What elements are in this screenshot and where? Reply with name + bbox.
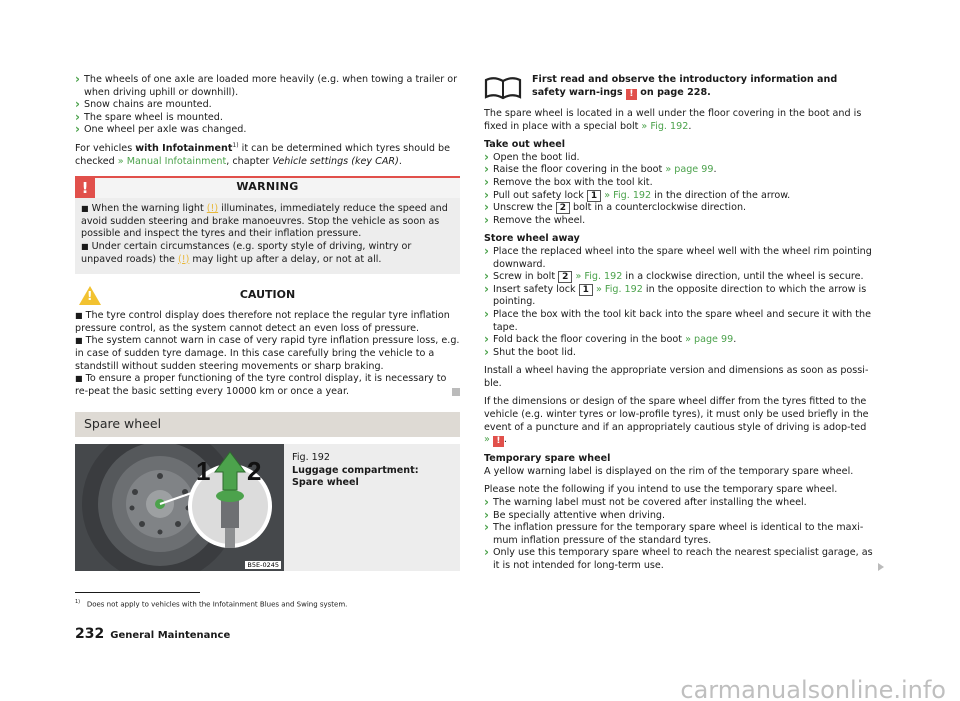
figure-code: B5E-0245 (247, 561, 279, 570)
warning-item: ■ Under certain circumstances (e.g. sporty style of driving, wintry or unpaved roads) the (!) may light up after a delay, or not at all. (81, 240, 412, 265)
text-span: Raise the floor covering in the boot (493, 164, 666, 176)
list-item: › Open the boot lid. (484, 152, 874, 165)
text-span: . (733, 334, 737, 346)
list-item (484, 334, 874, 347)
text-span: . (688, 120, 692, 132)
footnote-divider (75, 592, 200, 593)
text-span: Screw in bolt (493, 271, 559, 283)
text-span: The spare wheel is located in a well under the floor covering in the boot and is fixed in place with a special bolt (484, 108, 862, 132)
list-item (484, 164, 874, 177)
text-span: Under certain circumstances (e.g. sporty style of driving, wintry or unpaved roads) the (81, 240, 412, 265)
read-first-notice (484, 74, 874, 100)
figure-link[interactable]: » Fig. 192 (601, 189, 652, 201)
spare-wheel-figure (75, 444, 284, 571)
continue-arrow-icon (878, 563, 884, 571)
figure-link[interactable]: » Fig. 192 (641, 120, 689, 132)
warning-link[interactable]: » (484, 434, 493, 446)
list-item: › The wheels of one axle are loaded more heavily (e.g. when towing a trailer or when driving uphill or downhill). (75, 74, 460, 99)
chapter-name: Vehicle settings (key CAR) (272, 155, 399, 167)
chapter-title: General Maintenance (110, 630, 231, 641)
page-number: 232 (75, 626, 105, 642)
warning-item: ■ When the warning light (!) illuminates, immediately reduce the speed and avoid sudden steering and brake manoeuvres. Stop the vehicle as soon as possible and inspect the tyres and their inflation pressure. (81, 203, 448, 240)
list-item: › The warning label must not be covered after installing the wheel. (484, 497, 874, 510)
warning-icon[interactable]: ! (493, 436, 504, 447)
caution-icon-glyph: ! (87, 289, 93, 304)
page-link[interactable]: » page 99 (685, 334, 734, 346)
left-column (75, 74, 460, 571)
list-item: › Shut the boot lid. (484, 347, 874, 360)
figure-link[interactable]: » Fig. 192 (592, 283, 643, 295)
text-span: , chapter (226, 155, 273, 167)
page-footer (75, 628, 230, 643)
figure-caption-text: Luggage compartment: Spare wheel (292, 464, 419, 489)
footnote-mark: 1) (75, 599, 81, 605)
infotainment-paragraph (75, 143, 460, 168)
text-span: When the warning light (91, 203, 207, 215)
note-paragraph: Please note the following if you intend to use the temporary spare wheel. (484, 484, 838, 496)
list-item: › Place the box with the tool kit back into the spare wheel and secure it with the tape. (484, 309, 874, 334)
section-title: Spare wheel (75, 412, 460, 437)
tyre-warning-light-icon: (!) (206, 203, 219, 215)
text-span: in the opposite direction to which the arrow is pointing. (493, 283, 867, 308)
text-span: Unscrew the (493, 202, 556, 214)
list-item (484, 190, 874, 203)
store-title: Store wheel away (484, 233, 580, 245)
text-span: in the direction of the arrow. (651, 189, 791, 201)
list-item: › Be specially attentive when driving. (484, 510, 874, 523)
figure-row (75, 444, 460, 571)
manual-link[interactable]: » Manual Infotainment (117, 155, 227, 167)
text-span: . (503, 434, 507, 446)
warning-icon: ! (626, 89, 637, 100)
text-span: To ensure a proper functioning of the tyre control display, it is necessary to re-peat the basic setting every 10000 km or once a year. (75, 373, 447, 397)
list-item: › One wheel per axle was changed. (75, 124, 460, 137)
list-item: › Place the replaced wheel into the spare wheel well with the wheel rim pointing downward. (484, 246, 874, 271)
temporary-wheel-list (484, 497, 874, 573)
figure-number: Fig. 192 (292, 452, 330, 464)
list-item: › Remove the wheel. (484, 215, 874, 228)
text-span: . (398, 155, 402, 167)
install-paragraph: Install a wheel having the appropriate version and dimensions as soon as possi-ble. (484, 365, 869, 389)
warning-icon: ! (75, 178, 95, 198)
text-span: Fold back the floor covering in the boot (493, 334, 686, 346)
figure-label-1: 1 (196, 456, 211, 487)
figure-link[interactable]: » Fig. 192 (572, 271, 623, 283)
list-item (484, 202, 874, 215)
text-span: in a clockwise direction, until the wheel is secure. (622, 271, 864, 283)
list-item (484, 271, 874, 284)
spare-wheel-illustration (75, 444, 284, 571)
list-item: › Only use this temporary spare wheel to reach the nearest specialist garage, as it is not intended for long-term use. (484, 547, 874, 572)
figure-label-2: 2 (247, 456, 262, 487)
caution-item: ■ To ensure a proper functioning of the tyre control display, it is necessary to re-peat the basic setting every 10000 km or once a year. (75, 373, 447, 397)
footnote-ref[interactable]: 1) (232, 141, 239, 149)
text-span: For vehicles (75, 142, 136, 154)
footnote (75, 597, 347, 609)
text-span: bolt in a counterclockwise direction. (569, 202, 747, 214)
text-span: on page 228. (636, 86, 711, 98)
text-span: it can be determined which tyres should be checked (75, 142, 450, 167)
page-link[interactable]: » page 99 (665, 164, 714, 176)
text-span: illuminates, immediately reduce the speed and avoid sudden steering and brake manoeuvres. Stop the vehicle as soon as possible and inspect the tyres and their inflation pressure. (81, 203, 448, 240)
intro-paragraph (484, 108, 874, 133)
read-first-text (532, 74, 874, 100)
text-span: The tyre control display does therefore not replace the regular tyre inflation pressure control, as the system cannot detect an even loss of pressure. (75, 310, 450, 334)
caution-item: ■ The system cannot warn in case of very rapid tyre inflation pressure loss, e.g. in case of sudden tyre damage. In this case carefully bring the vehicle to a standstill without sudden steering movements or sharp braking. (75, 335, 460, 372)
footnote-text: Does not apply to vehicles with the Infotainment Blues and Swing system. (86, 600, 348, 609)
text-span: The system cannot warn in case of very rapid tyre inflation pressure loss, e.g. in case of sudden tyre damage. In this case carefully bring the vehicle to a standstill without sudden steering movements or sharp braking. (75, 335, 460, 372)
take-out-title: Take out wheel (484, 139, 566, 151)
watermark: carmanualsonline.info (680, 676, 946, 701)
warning-title: WARNING (236, 180, 299, 194)
section-end-icon (452, 388, 460, 396)
figure-caption (284, 444, 460, 571)
list-item: › The inflation pressure for the temporary spare wheel is identical to the maxi-mum inflation pressure of the standard tyres. (484, 522, 874, 547)
tyre-warning-light-icon: (!) (178, 253, 190, 265)
caution-title: CAUTION (239, 288, 296, 302)
temporary-wheel-title: Temporary spare wheel (484, 453, 611, 465)
text-span: Pull out safety lock (493, 189, 587, 201)
list-item: › The spare wheel is mounted. (75, 112, 460, 125)
callout-number: 1 (579, 284, 593, 296)
callout-number: 2 (556, 202, 570, 214)
temporary-wheel-paragraph: A yellow warning label is displayed on the rim of the temporary spare wheel. (484, 465, 854, 477)
warning-body (75, 198, 460, 274)
right-column (484, 74, 874, 573)
callout-number: 2 (558, 271, 572, 283)
caution-body (75, 310, 460, 398)
text-span: If the dimensions or design of the spare wheel differ from the tyres fitted to the vehicle (e.g. winter tyres or low-profile tyres), it must only be used briefly in the event of a puncture and if an appropriately cautious style of driving is adop-ted (484, 396, 869, 433)
book-icon (484, 76, 522, 100)
list-item: › Remove the box with the tool kit. (484, 177, 874, 190)
text-span: may light up after a delay, or not at all. (189, 253, 382, 265)
caution-item: ■ The tyre control display does therefore not replace the regular tyre inflation pressure control, as the system cannot detect an even loss of pressure. (75, 310, 450, 334)
text-span: First read and observe the introductory information and safety warn-ings (532, 74, 838, 98)
callout-number: 1 (587, 190, 601, 202)
warning-box (75, 176, 460, 274)
dimensions-paragraph (484, 396, 874, 447)
bold-text: with Infotainment (135, 142, 233, 154)
text-span: Insert safety lock (493, 283, 579, 295)
list-item: › Snow chains are mounted. (75, 99, 460, 112)
warning-header (75, 176, 460, 198)
caution-header (75, 286, 460, 308)
list-item (484, 284, 874, 309)
text-span: . (713, 164, 717, 176)
